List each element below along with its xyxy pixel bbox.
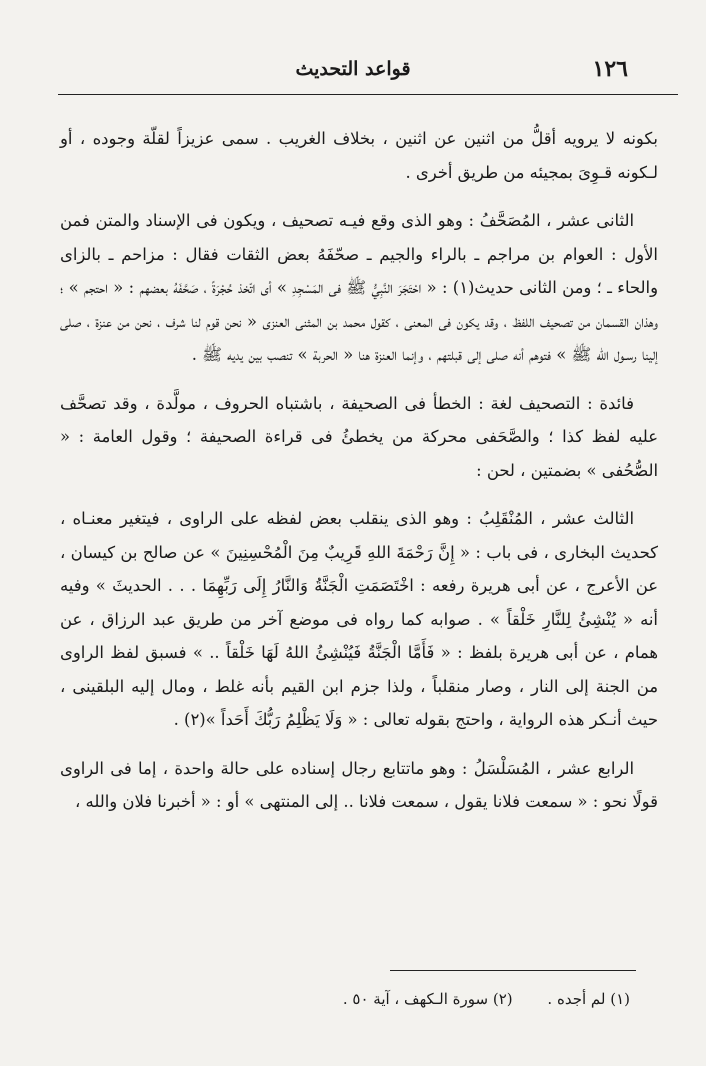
footnote-2: (٢) سورة الـكهف ، آية ٥٠ .	[342, 990, 513, 1008]
page-number: ١٢٦	[592, 56, 628, 82]
paragraph-continuation: بكونه لا يرويه أقلُّ من اثنين عن اثنين ، بخلاف الغريب . سمى عزيزاً لقلّة وجوده ، أو لـكونه قـوِىَ بمجيئه من طريق أخرى .	[60, 129, 658, 182]
footnotes	[300, 985, 630, 1013]
paragraph-musahhaf: الثانى عشر ، المُصَحَّفُ : وهو الذى وقع فيـه تصحيف ، ويكون فى الإسناد والمتن فمن الأول : العوام بن مراجم ـ بالراء والجيم ـ صحّفَهُ بعض الثقات فقال : مزاحم ـ بالزاى والحاء ـ ؛ ومن الثانى حديث(١) : « احْتَجَرَ النَّبِيُّ ﷺ فى المَسْجِدِ » أى اتّخذ حُجْرَةً ، صَحَّفَهُ بعضهم : « احتجم » ؛ وهذان القسمان من تصحيف اللفظ ، وقد يكون فى المعنى ، كقول محمد بن المثنى العنزى « نحن قوم لنا شرف ، نحن من عنزة ، صلى إلينا رسـول الله ﷺ » فتوهم أنه صلى إلى قبلتهم ، وإنما العنزة هنا « الحربة » تنصب بين يديه ﷺ .	[60, 211, 658, 364]
paragraph-faida: فائدة : التصحيف لغة : الخطأ فى الصحيفة ، باشتباه الحروف ، مولَّدة ، وقد تصحَّف عليه لفظ كذا ؛ والصَّحَفى محركة من يخطئُ فى قراءة الصحيفة ؛ وقول العامة : « الصُّحُفى » بضمتين ، لحن :	[60, 393, 658, 480]
paragraph-munqalib: الثالث عشر ، المُنْقَلِبُ : وهو الذى ينقلب بعض لفظه على الراوى ، فيتغير معنـاه ، كحديث البخارى ، فى باب : « إِنَّ رَحْمَةَ اللهِ قَرِيبٌ مِنَ الْمُحْسِنِينَ » عن صالح بن كيسان ، عن الأعرج ، عن أبى هريرة رفعه : اخْتَصَمَتِ الْجَنَّةُ وَالنَّارُ إِلَى رَبِّهِمَا . . . الحديثَ » وفيه أنه « يُنْشِئُ لِلنَّارِ خَلْقاً » . صوابه كما رواه فى موضع آخر من طريق عبد الرزاق ، عن همام ، عن أبى هريرة بلفظ : « فَأَمَّا الْجَنَّةُ فَيُنْشِئُ اللهُ لَهَا خَلْقاً .. » فسبق لفظ الراوى من الجنة إلى النار ، وصار منقلباً ، ولذا جزم ابن القيم بأنه غلط ، ومال إليه البلقينى ، حيث أنـكر هذه الرواية ، واحتج بقوله تعالى : « وَلَا يَظْلِمُ رَبُّكَ أَحَداً »(٢) .	[60, 509, 658, 729]
footnote-divider	[390, 970, 636, 971]
page-header	[78, 56, 628, 96]
header-divider	[58, 94, 678, 95]
footnote-1: (١) لم أجده .	[547, 990, 630, 1008]
body-text	[60, 122, 658, 819]
running-title: قواعد التحديث	[295, 58, 411, 80]
paragraph-musalsal: الرابع عشر ، المُسَلْسَلُ : وهو ماتتابع رجال إسناده على حالة واحدة ، إما فى الراوى قولًا نحو : « سمعت فلانا يقول ، سمعت فلانا .. إلى المنتهى » أو : « أخبرنا فلان والله ،	[60, 758, 658, 811]
